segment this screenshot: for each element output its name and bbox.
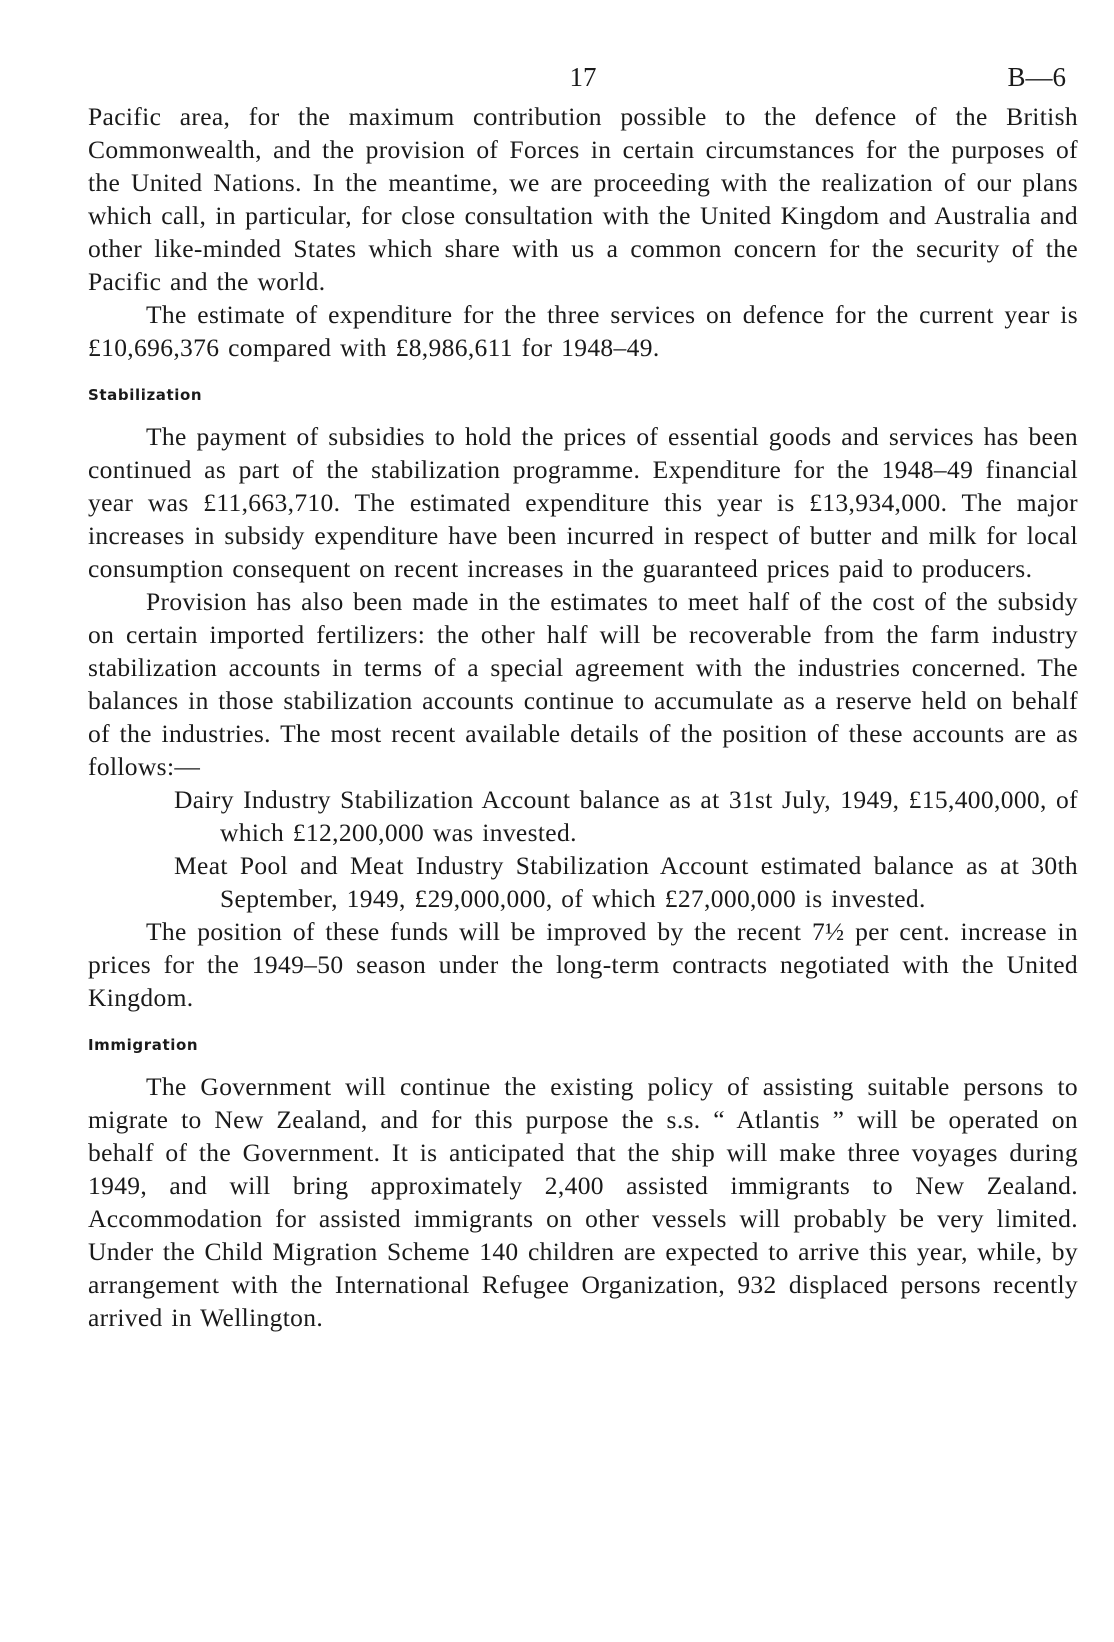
paragraph-defence-continued: Pacific area, for the maximum contribution possible to the defence of the British Commonwealth, and the provision of Forces in certain circumstances for the purposes of the United Nations. In the meantime, we are proceeding with the realization of our plans which call, in particular, for close consultation with the United Kingdom and Australia and other like-minded States which share with us a common concern for the security of the Pacific and the world.	[88, 102, 1078, 296]
document-page	[88, 56, 1078, 1616]
paragraph-funds-position: The position of these funds will be improved by the recent 7½ per cent. increase in prices for the 1949–50 season under the long-term contracts negotiated with the United Kingdom.	[88, 917, 1078, 1012]
section-heading-stabilization: Stabilization	[88, 386, 203, 404]
page-number: 17	[569, 62, 597, 92]
paragraph-defence-estimate: The estimate of expenditure for the three services on defence for the current year is £10,696,376 compared with £8,986,611 for 1948–49.	[88, 300, 1078, 362]
paragraph-subsidies: The payment of subsidies to hold the prices of essential goods and services has been continued as part of the stabilization programme. Expenditure for the 1948–49 financial year was £11,663,710. The estimated expenditure this year is £13,934,000. The major increases in subsidy expenditure have been incurred in respect of butter and milk for local consumption consequent on recent increases in the guaranteed prices paid to producers.	[88, 422, 1078, 583]
paragraph-fertilizers: Provision has also been made in the estimates to meet half of the cost of the subsidy on certain imported fertilizers: the other half will be recoverable from the farm industry stabilization accounts in terms of a special agreement with the industries concerned. The balances in those stabilization accounts continue to accumulate as a reserve held on behalf of the industries. The most recent available details of the position of these accounts are as follows:—	[88, 587, 1078, 781]
paragraph-meat-account: Meat Pool and Meat Industry Stabilization Account estimated balance as at 30th September, 1949, £29,000,000, of which £27,000,000 is invested.	[174, 851, 1078, 913]
document-reference: B—6	[1007, 62, 1066, 92]
paragraph-immigration: The Government will continue the existing policy of assisting suitable persons to migrate to New Zealand, and for this purpose the s.s. “ Atlantis ” will be operated on behalf of the Government. It is anticipated that the ship will make three voyages during 1949, and will bring approximately 2,400 assisted immigrants to New Zealand. Accommodation for assisted immigrants on other vessels will probably be very limited. Under the Child Migration Scheme 140 children are expected to arrive this year, while, by arrangement with the International Refugee Organization, 932 displaced persons recently arrived in Wellington.	[88, 1072, 1078, 1332]
section-heading-immigration: Immigration	[88, 1036, 199, 1054]
paragraph-dairy-account: Dairy Industry Stabilization Account balance as at 31st July, 1949, £15,400,000, of which £12,200,000 was invested.	[174, 785, 1078, 847]
page-header	[88, 56, 1078, 100]
